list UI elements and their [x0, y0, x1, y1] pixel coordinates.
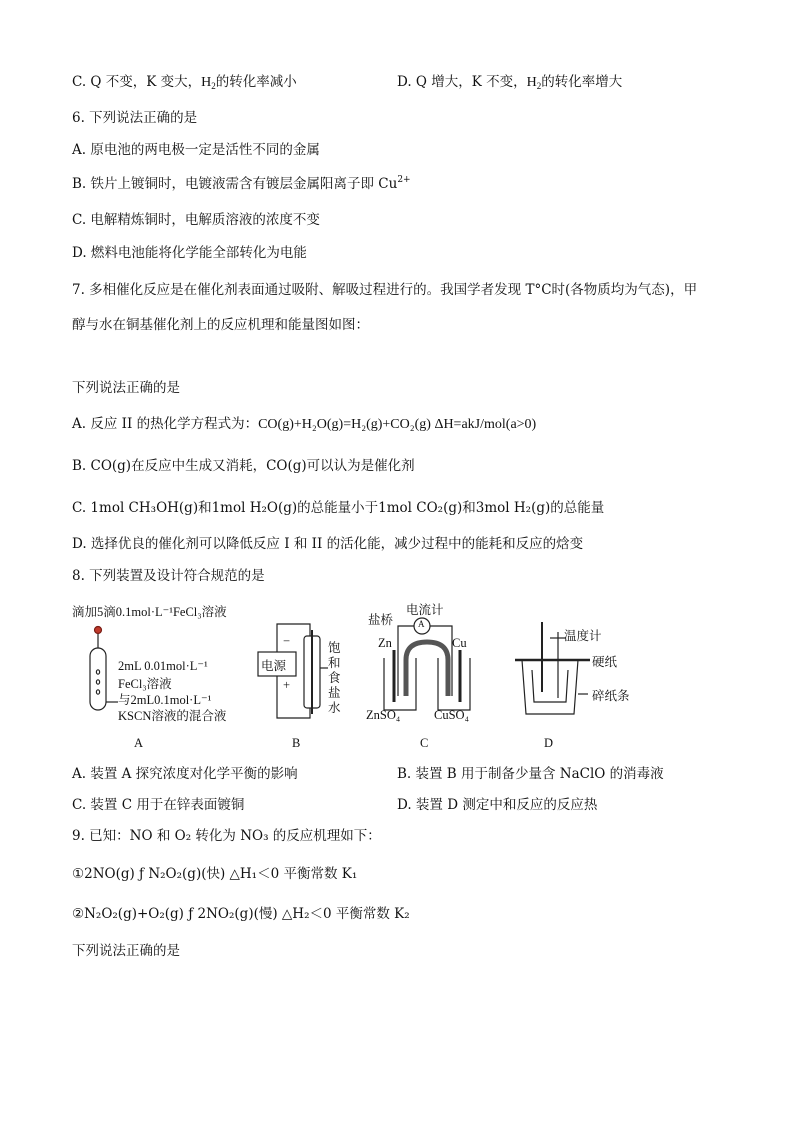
apparatus-c — [384, 618, 470, 710]
q7-stem-line2: 醇与水在铜基催化剂上的反应机理和能量图如图： — [72, 317, 369, 333]
label-a-l4: KSCN溶液的混合液 — [118, 709, 227, 723]
q8-option-d: D. 装置 D 测定中和反应的反应热 — [397, 797, 598, 813]
q5-option-d-tail: 的转化率增大 — [541, 74, 623, 90]
test-tube — [90, 648, 106, 710]
q6-option-b — [72, 174, 411, 194]
label-b-sat1: 饱 — [328, 641, 341, 655]
label-znso4: ZnSO₄ — [366, 708, 401, 722]
label-cardboard: 硬纸 — [592, 655, 618, 669]
inner-beaker — [532, 670, 568, 702]
beaker-right — [438, 658, 470, 710]
label-a-top: 滴加5滴0.1mol·L⁻¹FeCl₃溶液 — [72, 605, 227, 619]
label-thermometer: 温度计 — [564, 629, 602, 643]
q7-prompt: 下列说法正确的是 — [72, 380, 180, 396]
q7-option-c: C. 1mol CH₃OH(g)和1mol H₂O(g)的总能量小于1mol CO₂(g)和3mol H₂(g)的总能量 — [72, 500, 605, 516]
label-cuso4: CuSO₄ — [434, 708, 469, 722]
q8-option-c: C. 装置 C 用于在锌表面镀铜 — [72, 797, 245, 813]
label-cu: Cu — [452, 636, 467, 650]
label-a-l1: 2mL 0.01mol·L⁻¹ — [118, 659, 208, 673]
q6-option-c: C. 电解精炼铜时，电解质溶液的浓度不变 — [72, 212, 320, 228]
q7-option-a-text: A. 反应 II 的热化学方程式为： — [72, 416, 259, 432]
bubble — [96, 690, 99, 694]
label-b-sat5: 水 — [328, 701, 341, 715]
figure-label-b: B — [292, 736, 301, 750]
label-b-sat4: 盐 — [328, 686, 341, 700]
q5-option-c-text: C. Q 不变，K 变大， — [72, 74, 202, 90]
q8-stem: 8. 下列装置及设计符合规范的是 — [72, 568, 265, 584]
label-a-l3: 与2mL0.1mol·L⁻¹ — [118, 693, 212, 707]
q9-prompt: 下列说法正确的是 — [72, 943, 180, 959]
label-minus: − — [283, 634, 291, 648]
h2-subscript: 2 — [211, 81, 216, 91]
q5-option-d-text: D. Q 增大，K 不变， — [397, 74, 527, 90]
q5-option-d — [397, 72, 622, 93]
q8-apparatus-figure — [70, 598, 670, 758]
label-b-sat2: 和 — [328, 656, 341, 670]
q7-option-b: B. CO(g)在反应中生成又消耗，CO(g)可以认为是催化剂 — [72, 458, 415, 474]
q5-option-c — [72, 72, 297, 93]
label-ammeter: 电流计 — [406, 603, 444, 617]
h2-symbol: H — [201, 75, 212, 90]
cu-charge: 2+ — [397, 175, 411, 185]
q7-option-a — [72, 414, 536, 435]
figure-label-a: A — [134, 736, 144, 750]
figure-label-d: D — [544, 736, 554, 750]
label-plus: + — [283, 678, 291, 692]
q5-option-c-tail: 的转化率减小 — [215, 74, 297, 90]
wire-bottom — [277, 676, 310, 718]
label-b-sat3: 食 — [328, 671, 341, 685]
h2-subscript: 2 — [536, 81, 542, 91]
q6-option-b-text: B. 铁片上镀铜时，电镀液需含有镀层金属阳离子即 Cu — [72, 176, 398, 192]
label-power: 电源 — [261, 659, 287, 673]
label-zn: Zn — [378, 636, 392, 650]
q9-reaction-1: ①2NO(g) ƒ N₂O₂(g)(快) △H₁＜0 平衡常数 K₁ — [72, 866, 358, 882]
q9-stem: 9. 已知：NO 和 O₂ 转化为 NO₃ 的反应机理如下： — [72, 828, 381, 844]
dropper-bulb — [95, 627, 102, 634]
q7-stem-line1: 7. 多相催化反应是在催化剂表面通过吸附、解吸过程进行的。我国学者发现 T°C时(各物质均为气态)，甲 — [72, 282, 698, 298]
apparatus-a — [90, 627, 118, 711]
h2-symbol: H — [526, 75, 537, 90]
label-a-l2: FeCl₃溶液 — [118, 677, 172, 691]
bubble — [96, 670, 99, 674]
label-ammeter-a: A — [418, 619, 425, 629]
figure-label-c: C — [420, 736, 429, 750]
q8-option-b: B. 装置 B 用于制备少量含 NaClO 的消毒液 — [397, 766, 664, 782]
q6-option-d: D. 燃料电池能将化学能全部转化为电能 — [72, 245, 307, 261]
label-salt-bridge: 盐桥 — [368, 613, 394, 627]
label-shredded-paper: 碎纸条 — [592, 689, 630, 703]
beaker-left — [384, 658, 416, 710]
q6-option-a: A. 原电池的两电极一定是活性不同的金属 — [72, 142, 320, 158]
wire-top — [277, 624, 310, 652]
outer-beaker — [522, 660, 578, 714]
q8-option-a: A. 装置 A 探究浓度对化学平衡的影响 — [72, 766, 298, 782]
salt-bridge — [406, 642, 448, 696]
q7-equation: CO(g)+H₂O(g)=H₂(g)+CO₂(g) ΔH=akJ/mol(a>0) — [258, 417, 537, 432]
q9-reaction-2: ②N₂O₂(g)+O₂(g) ƒ 2NO₂(g)(慢) △H₂＜0 平衡常数 K₂ — [72, 906, 410, 922]
bubble — [96, 680, 99, 684]
q7-option-d: D. 选择优良的催化剂可以降低反应 I 和 II 的活化能，减少过程中的能耗和反应的焓变 — [72, 536, 584, 552]
q6-stem: 6. 下列说法正确的是 — [72, 110, 198, 126]
